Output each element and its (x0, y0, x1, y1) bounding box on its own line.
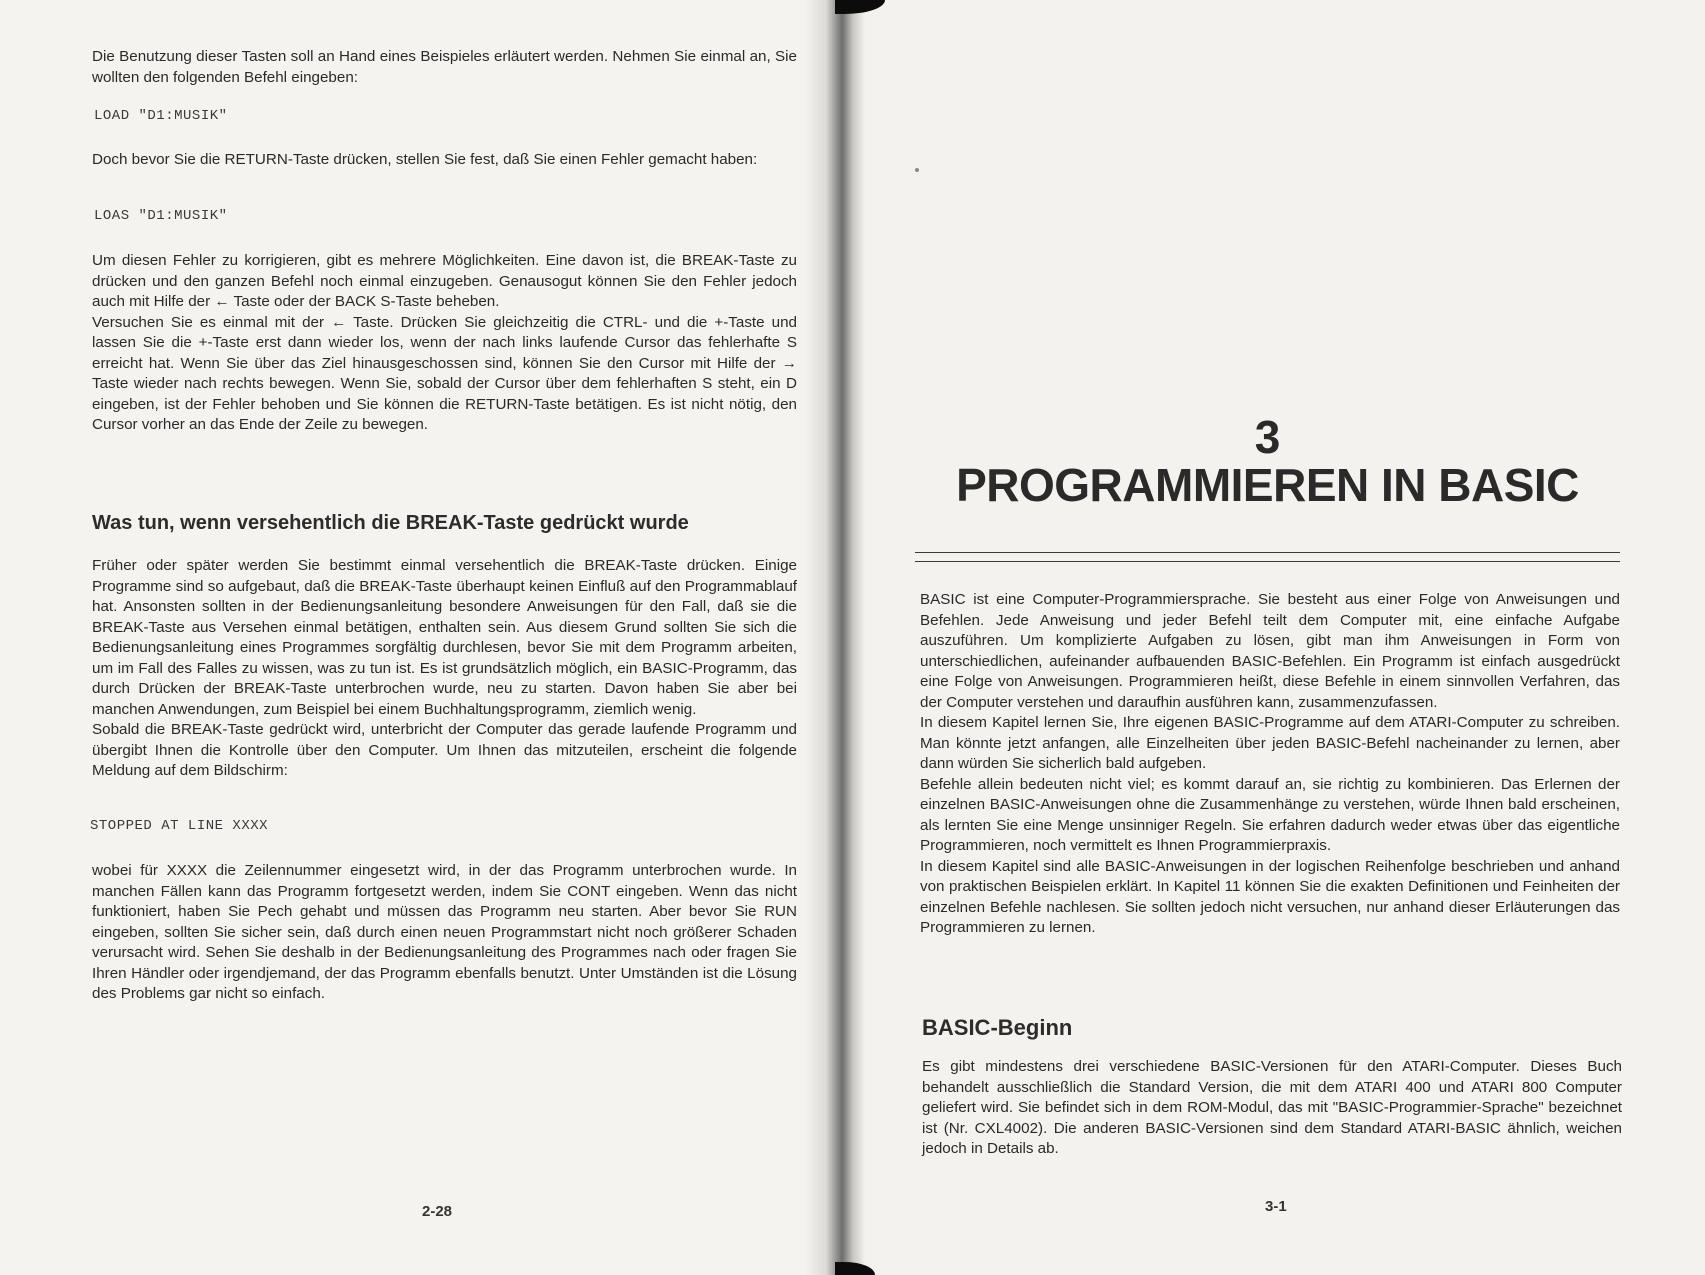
correction-paragraph: Um diesen Fehler zu korrigieren, gibt es mehrere Möglichkeiten. Eine davon ist, die BREAK-Taste zu drücken und den ganzen Befehl noch einmal einzugeben. Genausogut können Sie den Fehler jedoch auch mit Hilfe der ← Taste oder der BACK S-Taste beheben. Versuchen Sie es einmal mit der ← Taste. Drücken Sie gleichzeitig die CTRL- und die +-Taste und lassen Sie die +-Taste erst dann wieder los, wenn der nach links laufende Cursor das fehlerhafte S erreicht hat. Wenn Sie über das Ziel hinausgeschossen sind, können Sie den Cursor mit Hilfe der → Taste wieder nach rechts bewegen. Wenn Sie, sobald der Cursor über dem fehlerhaften S steht, ein D eingeben, ist der Fehler behoben und Sie können die RETURN-Taste betätigen. Es ist nicht nötig, den Cursor vorher an das Ende der Zeile zu bewegen. (92, 252, 797, 433)
right-page (840, 0, 1705, 1275)
paper-speck (915, 168, 919, 172)
break-paragraph: Früher oder später werden Sie bestimmt einmal versehentlich die BREAK-Taste drücken. Einige Programme sind so aufgebaut, daß die BREAK-Taste überhaupt keinen Einfluß auf den Programmablauf hat. Ansonsten sollten in der Bedienungsanleitung besondere Anweisungen für den Fall, daß sie die BREAK-Taste aus Versehen einmal betätigen, enthalten sein. Aus diesem Grund sollten Sie sich die Bedienungsanleitung eines Programmes sorgfältig durchlesen, bevor Sie mit dem Programm arbeiten, um im Fall des Falles zu wissen, was zu tun ist. Es ist grundsätzlich möglich, ein BASIC-Programm, das durch Drücken der BREAK-Taste unterbrochen wurde, neu zu starten. Davon haben Sie aber bei manchen Anwendungen, zum Beispiel bei einem Buchhaltungsprogramm, ziemlich wenig. Sobald die BREAK-Taste gedrückt wird, unterbricht der Computer das gerade laufende Programm und übergibt Ihnen die Kontrolle über den Computer. Um Ihnen das mitzuteilen, erscheint die folgende Meldung auf dem Bildschirm: (92, 557, 797, 779)
code-stopped-message: STOPPED AT LINE XXXX (90, 818, 269, 834)
basic-intro-paragraph: BASIC ist eine Computer-Programmiersprache. Sie besteht aus einer Folge von Anweisungen und Befehlen. Jede Anweisung und jeder Befehl teilt dem Computer mit, eine einfache Aufgabe auszuführen. Um komplizierte Aufgaben zu lösen, gibt man ihm Anweisungen in Form von unterschiedlichen, aufeinander aufbauenden BASIC-Befehlen. Ein Programm ist einfach ausgedrückt eine Folge von Anweisungen. Programmieren heißt, diese Befehle in einem sinnvollen Verfahren, das der Computer verstehen und daraufhin ausführen kann, zusammenzufassen. In diesem Kapitel lernen Sie, Ihre eigenen BASIC-Programme auf dem ATARI-Computer zu schreiben. Man könnte jetzt anfangen, alle Einzelheiten über jeden BASIC-Befehl nacheinander zu lernen, aber dann würden Sie sicherlich bald aufgeben. Befehle allein bedeuten nicht viel; es kommt darauf an, sie richtig zu kombinieren. Das Erlernen der einzelnen BASIC-Anweisungen ohne die Zusammenhänge zu verstehen, würde Ihnen bald erscheinen, als lernten Sie eine Menge unsinniger Regeln. Sie erfahren dadurch weder etwas über das eigentliche Programmieren, noch vermittelt es Ihnen Programmierpraxis. In diesem Kapitel sind alle BASIC-Anweisungen in der logischen Reihenfolge beschrieben und anhand von praktischen Beispielen erklärt. In Kapitel 11 können Sie die exakten Definitionen und Feinheiten der einzelnen Befehle nachlesen. Sie sollten jedoch nicht versuchen, nur anhand dieser Erläuterungen das Programmieren zu lernen. (920, 591, 1620, 936)
chapter-title: PROGRAMMIEREN IN BASIC (956, 459, 1579, 511)
basic-versions-paragraph: Es gibt mindestens drei verschiedene BASIC-Versionen für den ATARI-Computer. Dieses Buch behandelt ausschließlich die Standard Version, die mit dem ATARI 400 und ATARI 800 Computer geliefert wird. Sie befindet sich in dem ROM-Modul, das mit "BASIC-Programmier-Sprache" bezeichnet ist (Nr. CXL4002). Die anderen BASIC-Versionen sind dem Standard ATARI-BASIC ähnlich, weichen jedoch in Details ab. (922, 1058, 1622, 1157)
intro-paragraph: Die Benutzung dieser Tasten soll an Hand eines Beispieles erläutert werden. Nehmen Sie einmal an, Sie wollten den folgenden Befehl eingeben: (92, 48, 797, 86)
chapter-rule-bottom (915, 561, 1620, 562)
page-number-left: 2-28 (422, 1203, 453, 1220)
section-heading-basic-beginn: BASIC-Beginn (922, 1015, 1073, 1040)
page-number-right: 3-1 (1265, 1198, 1287, 1215)
code-load-example: LOAD "D1:MUSIK" (94, 108, 228, 124)
left-page (0, 0, 840, 1275)
line-number-paragraph: wobei für XXXX die Zeilennummer eingesetzt wird, in der das Programm unterbrochen wurde. In manchen Fällen kann das Programm fortgesetzt werden, indem Sie CONT eingeben. Wenn das nicht funktioniert, haben Sie Pech gehabt und müssen das Programm neu starten. Aber bevor Sie RUN eingeben, sollten Sie sicher sein, daß durch einen neuen Programmstart nicht noch größerer Schaden verursacht wird. Sehen Sie deshalb in der Bedienungsanleitung des Programmes nach oder fragen Sie Ihren Händler oder irgendjemand, der das Programm ebenfalls benutzt. Unter Umständen ist die Lösung des Problems gar nicht so einfach. (92, 862, 797, 1002)
chapter-rule-top (915, 552, 1620, 553)
code-loas-example: LOAS "D1:MUSIK" (94, 208, 228, 224)
error-paragraph: Doch bevor Sie die RETURN-Taste drücken, stellen Sie fest, daß Sie einen Fehler gemacht haben: (92, 151, 758, 168)
chapter-number: 3 (1254, 411, 1281, 463)
book-gutter-shadow (805, 0, 865, 1275)
section-heading-break: Was tun, wenn versehentlich die BREAK-Taste gedrückt wurde (92, 512, 689, 534)
